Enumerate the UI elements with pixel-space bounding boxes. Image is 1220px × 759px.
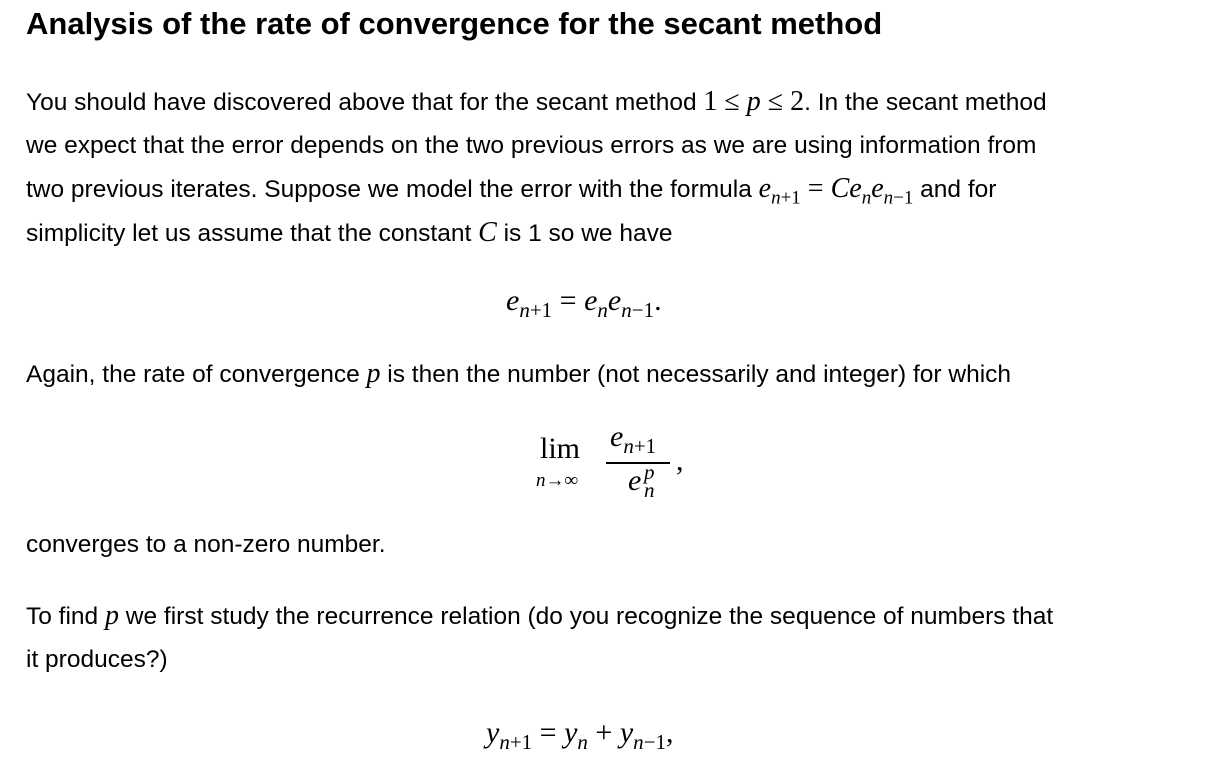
limit-subscript: n→∞ bbox=[536, 470, 579, 491]
inline-math-p-2: p bbox=[105, 600, 119, 631]
paragraph-intro-line-3: two previous iterates. Suppose we model the error with the formula $e_{n+1} = Ce_ne_{n-1}$ and for bbox=[26, 173, 997, 209]
display-equation-fibonacci: $y_{n+1} = y_n + y_{n-1}$, bbox=[486, 716, 674, 754]
paragraph-intro-line-4: simplicity let us assume that the constant C is 1 so we have bbox=[26, 217, 673, 248]
inline-math-error-model: $e_{n+1} = Ce_ne_{n-1}$ bbox=[758, 173, 914, 209]
inline-math-p-range: 1 ≤ p ≤ 2 bbox=[703, 86, 805, 117]
display-equation-limit: lim n→∞ $e_{n+1}$ e p n , bbox=[536, 420, 684, 502]
fraction-denominator: e p n bbox=[628, 460, 655, 502]
paragraph-intro bbox=[26, 80, 1047, 255]
paragraph-rate: Again, the rate of convergence p is then the number (not necessarily and integer) for which bbox=[26, 358, 1012, 389]
inline-math-p: p bbox=[366, 358, 381, 389]
fraction-numerator: $e_{n+1}$ bbox=[610, 420, 657, 458]
display-equation-error-recurrence: $e_{n+1} = e_ne_{n-1}$. bbox=[506, 284, 662, 322]
paragraph-recurrence bbox=[26, 594, 1053, 681]
inline-math-constant-c: C bbox=[478, 217, 497, 248]
paragraph-intro-line-1: You should have discovered above that for the secant method 1 ≤ p ≤ 2. In the secant method bbox=[26, 86, 1047, 117]
limit-operator: lim bbox=[540, 432, 581, 465]
paragraph-recurrence-line-1: To find p we first study the recurrence relation (do you recognize the sequence of numbers that bbox=[26, 600, 1054, 631]
paragraph-converges: converges to a non-zero number. bbox=[26, 531, 386, 558]
paragraph-intro-line-2: we expect that the error depends on the two previous errors as we are using information from bbox=[26, 132, 1037, 159]
page-title: Analysis of the rate of convergence for the secant method bbox=[26, 6, 883, 41]
paragraph-recurrence-line-2: it produces?) bbox=[26, 646, 168, 673]
